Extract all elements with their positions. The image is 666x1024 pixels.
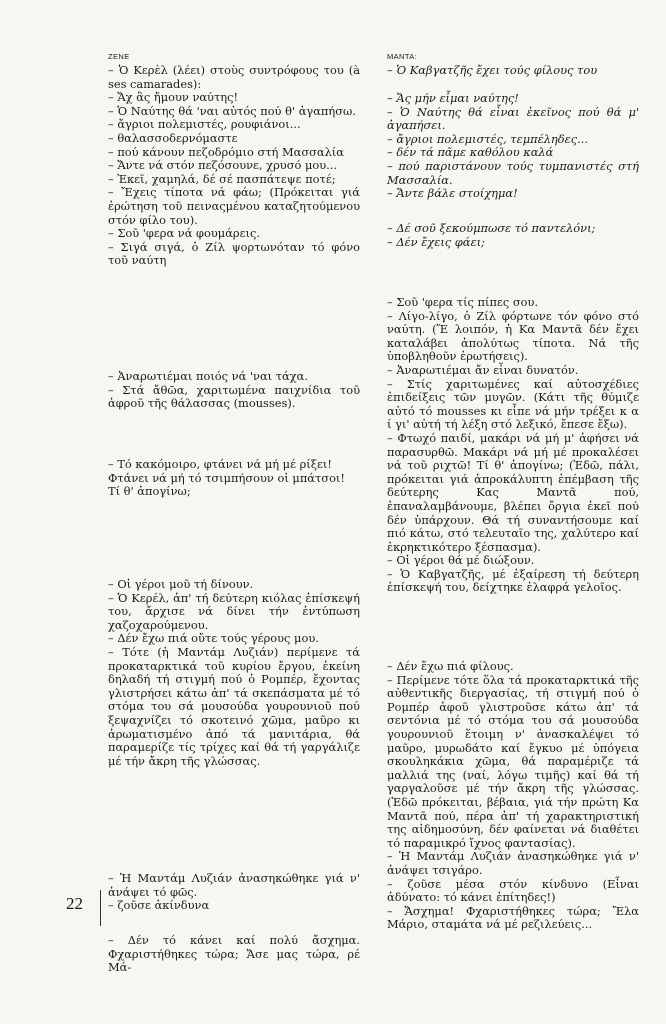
right-column <box>387 52 639 932</box>
right-entry-1: – Ὁ Καβγατζῆς ἔχει τούς φίλους του <box>387 63 598 77</box>
right-entry-4: – Σοῦ 'φερα τίς πίπες σου. – Λίγο-λίγο, ὁ Ζίλ φόρτωνε τόν φόνο στό ναύτη. (Ἔ λοιπόν, ἡ Κα Μαντᾶ δέν ἔχει καταλάβει ἀπολύτως τίποτα. Νά τῆς ὑποβληθοῦν ἐρωτήσεις). – Ἀναρωτιέμαι ἄν εἶναι δυνατόν. – Στίς χαριτωμένες καί αὐτοσχέδιες ἐπιδείξεις τῶν μυγῶν. (Κάτι τῆς θύμιζε αὐτό τό mousses κι εἶπε νά μήν τρέξει κ α ί γι' αὐτή τή λέξη στό λεξικό, ἔπεσε ἔξω). – Φτωχό παιδί, μακάρι νά μή μ' ἀφήσει νά παρασυρθῶ. Μακάρι νά μή μέ προκαλέσει νά τοῦ ριχτῶ! Τί θ' ἀπογίνω; (Ἐδῶ, πάλι, πρόκειται γιά ἀπροκάλυπτη ἐπέμβαση τῆς δεύτερης Κας Μαντᾶ πού, ἐπαναλαμβάνουμε, βλέπει ὄργια ἐκεῖ πού δέν ὑπάρχουν. Θά τή συναντήσουμε καί πιό κάτω, στό τελευταῖο της, χαλύτερο καί ἐκρηκτικότερο ξέσπασμα). – Οἱ γέροι θά μέ διώξουν. – Ὁ Καβγατζῆς, μέ ἐξαίρεση τή δεύτερη ἐπίσκεψή του, δείχτηκε ἐλαφρά γελοῖος. <box>387 295 639 595</box>
page-number: 22 <box>66 894 83 913</box>
right-entry-2: – Ἄς μήν εἶμαι ναύτης! – Ὁ Ναύτης θά εἶναι ἐκεῖνος πού θά μ' ἀγαπήσει. – ἄγριοι πολεμιστές, τεμπέληδες... – δέν τά πᾶμε καθόλου καλά – πού παριστάνουν τούς τυμπανιστές στή Μασσαλία. – Ἄντε βάλε στοίχημα! <box>387 91 639 201</box>
left-entry-1: – Ὁ Κερὲλ (λέει) στοὺς συντρόφους του (à ses camarades): – Ἄχ ἂς ἤμουν ναύτης! – Ὁ Ναύτης θά 'ναι αὐτός πού θ' ἀγαπήσω. – ἄγριοι πολεμιστές, ρουφιάνοι... – θαλασσοδερνόμαστε – πού κάνουν πεζοδρόμιο στή Μασσαλία – Ἄντε νά στόν πεζόσουνε, χρυσό μου... – Ἐκεῖ, χαμηλά, δέ σέ πασπάτεψε ποτέ; – Ἔχεις τίποτα νά φάω; (Πρόκειται γιά ἐρώτηση τοῦ πειναςμένου καταζητούμενου στόν φίλο του). – Σοῦ 'φερα νά φουμάρεις. – Σιγά σιγά, ὁ Ζίλ ψορτωνόταν τό φόνο τοῦ ναύτη <box>108 63 360 268</box>
left-entry-6: – Δέν τό κάνει καί πολύ ἄσχημα. Φχαριστήθηκες τώρα; Ἄσε μας τώρα, ρέ Μά- <box>108 933 360 975</box>
right-entry-5: – Δέν ἔχω πιά φίλους. – Περίμενε τότε ὅλα τά προκαταρκτικά τῆς αὐθεντικῆς διεργασίας, τή στιγμή πού ὁ Ρομπέρ ἀφοῦ γλιστροῦσε κάτω ἀπ' τά σεντόνια μέ τό στόμα του σά μουσούδα γουρουνιοῦ ἕτοιμη ν' ἀνασκαλέψει τό μαῦρο, μυρωδάτο καί ἔγκυο μέ ὑπόγεια σκουληκάκια χῶμα, θά παραμέριζε τά μαλλιά της (ναί, λόγω τιμῆς) καί θά τή γαργαλοῦσε μέ τήν ἄκρη τῆς γλώσσας. (Ἐδῶ πρόκειται, βέβαια, γιά τήν πρώτη Κα Μαντᾶ πού, πέρα ἀπ' τή χαρακτηριστική της αἰδημοσύνη, δέν φαίνεται νά διαθέτει τό παραμικρό ἴχνος φαντασίας). – Ἡ Μαντάμ Λυζιάν ἀνασηκώθηκε γιά ν' ἀνάψει τσιγάρο. – ζοῦσε μέσα στόν κίνδυνο (Εἶναι ἀδύνατο: τό κάνει ἐπίτηδες!) – Ἄσχημα! Φχαριστήθηκες τώρα; Ἔλα Μάριο, σταμάτα νά μέ ρεζιλεύεις... <box>387 659 639 932</box>
right-entry-3: – Δέ σοῦ ξεκούμπωσε τό παντελόνι; – Δέν ἔχεις φάει; <box>387 221 596 249</box>
left-column-header: ΖΕΝΕ <box>108 52 130 61</box>
right-column-header: ΜΑΝΤΑ: <box>387 52 418 61</box>
left-column <box>108 52 360 975</box>
left-entry-4: – Οἱ γέροι μοῦ τή δίνουν. – Ὁ Κερέλ, ἀπ' τή δεύτερη κιόλας ἐπίσκεψή του, ἄρχισε νά δίνει τήν ἐντύπωση χαζοχαρούμενου. – Δέν ἔχω πιά οὔτε τούς γέρους μου. – Τότε (ἡ Μαντάμ Λυζιάν) περίμενε τά προκαταρκτικά τοῦ κυρίου ἔργου, ἐκείνη δηλαδή τή στιγμή πού ὁ Ρομπέρ, ἔχοντας γλιστρήσει κάτω ἀπ' τά σκεπάσματα μέ τό στόμα του σά μουσούδα γουρουνιοῦ πού ξεψαχνίζει τό σκοτεινό χῶμα, μαῦρο κι ἀρωματισμένο ἀπό τά μανιτάρια, θά παραμερίζε τίς τρίχες καί θά τή γαργάλιζε μέ τήν ἄκρη τῆς γλώσσας. <box>108 577 360 768</box>
left-entry-5: – Ἡ Μαντάμ Λυζιάν ἀνασηκώθηκε γιά ν' ἀνάψει τό φῶς. – ζοῦσε ἀκίνδυνα <box>108 871 360 913</box>
left-entry-2: – Ἀναρωτιέμαι ποιός νά 'ναι τάχα. – Στά ἄθῶα, χαριτωμένα παιχνίδια τοῦ ἀφροῦ τῆς θάλασσας (mousses). <box>108 369 360 411</box>
left-entry-3: – Τό κακόμοιρο, φτάνει νά μή μέ ρίξει! Φτάνει νά μή τό τσιμπήσουν οἱ μπάτσοι! Τί θ' ἀπογίνω; <box>108 457 345 499</box>
margin-rule <box>100 890 101 926</box>
